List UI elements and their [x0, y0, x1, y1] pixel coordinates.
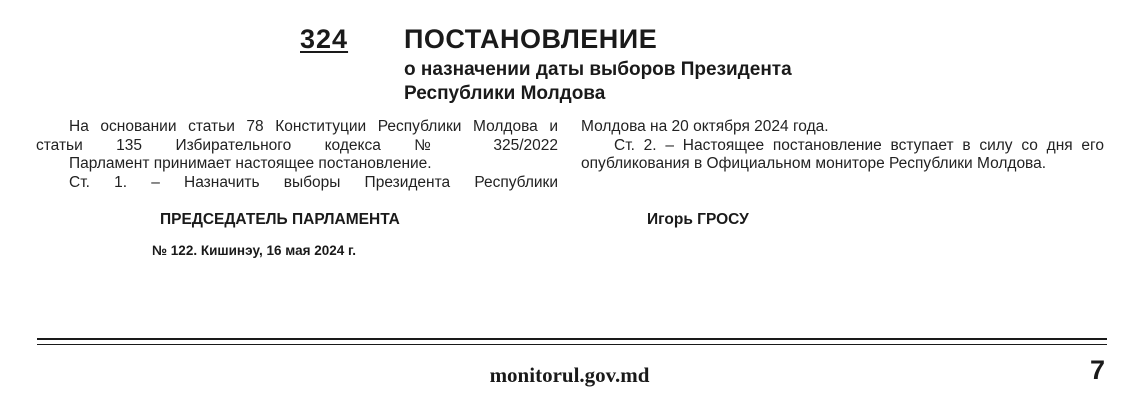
signatory-name: Игорь ГРОСУ — [647, 211, 749, 228]
subject-line-2: Республики Молдова — [404, 83, 606, 104]
footer-divider-thick — [37, 338, 1107, 340]
signatory-title: ПРЕДСЕДАТЕЛЬ ПАРЛАМЕНТА — [160, 211, 400, 228]
document-header — [0, 0, 1139, 110]
footer-website: monitorul.gov.md — [489, 363, 650, 387]
document-subject — [404, 58, 792, 106]
paragraph-article-1-continued: Молдова на 20 октября 2024 года. — [581, 118, 829, 135]
subject-line-1: о назначении даты выборов Президента — [404, 59, 792, 80]
paragraph-adoption: Парламент принимает настоящее постановление. — [69, 155, 432, 172]
document-number: 324 — [300, 24, 349, 54]
paragraph-article-1: Ст. 1. – Назначить выборы Президента Республики — [69, 173, 558, 191]
paragraph-article-2: Ст. 2. – Настоящее постановление вступает в силу со дня его опубликования в Официальном мониторе Республики Молдова. — [581, 136, 1104, 172]
text-column-right — [581, 118, 1104, 174]
paragraph-preamble: На основании статьи 78 Конституции Республики Молдова и статьи 135 Избирательного кодекса № 325/2022 — [36, 118, 558, 154]
text-column-left — [36, 118, 558, 192]
page-number: 7 — [1089, 355, 1105, 385]
document-type-title: ПОСТАНОВЛЕНИЕ — [404, 24, 658, 54]
act-number-place-date: № 122. Кишинэу, 16 мая 2024 г. — [152, 243, 357, 258]
footer-divider-thin — [37, 344, 1107, 345]
